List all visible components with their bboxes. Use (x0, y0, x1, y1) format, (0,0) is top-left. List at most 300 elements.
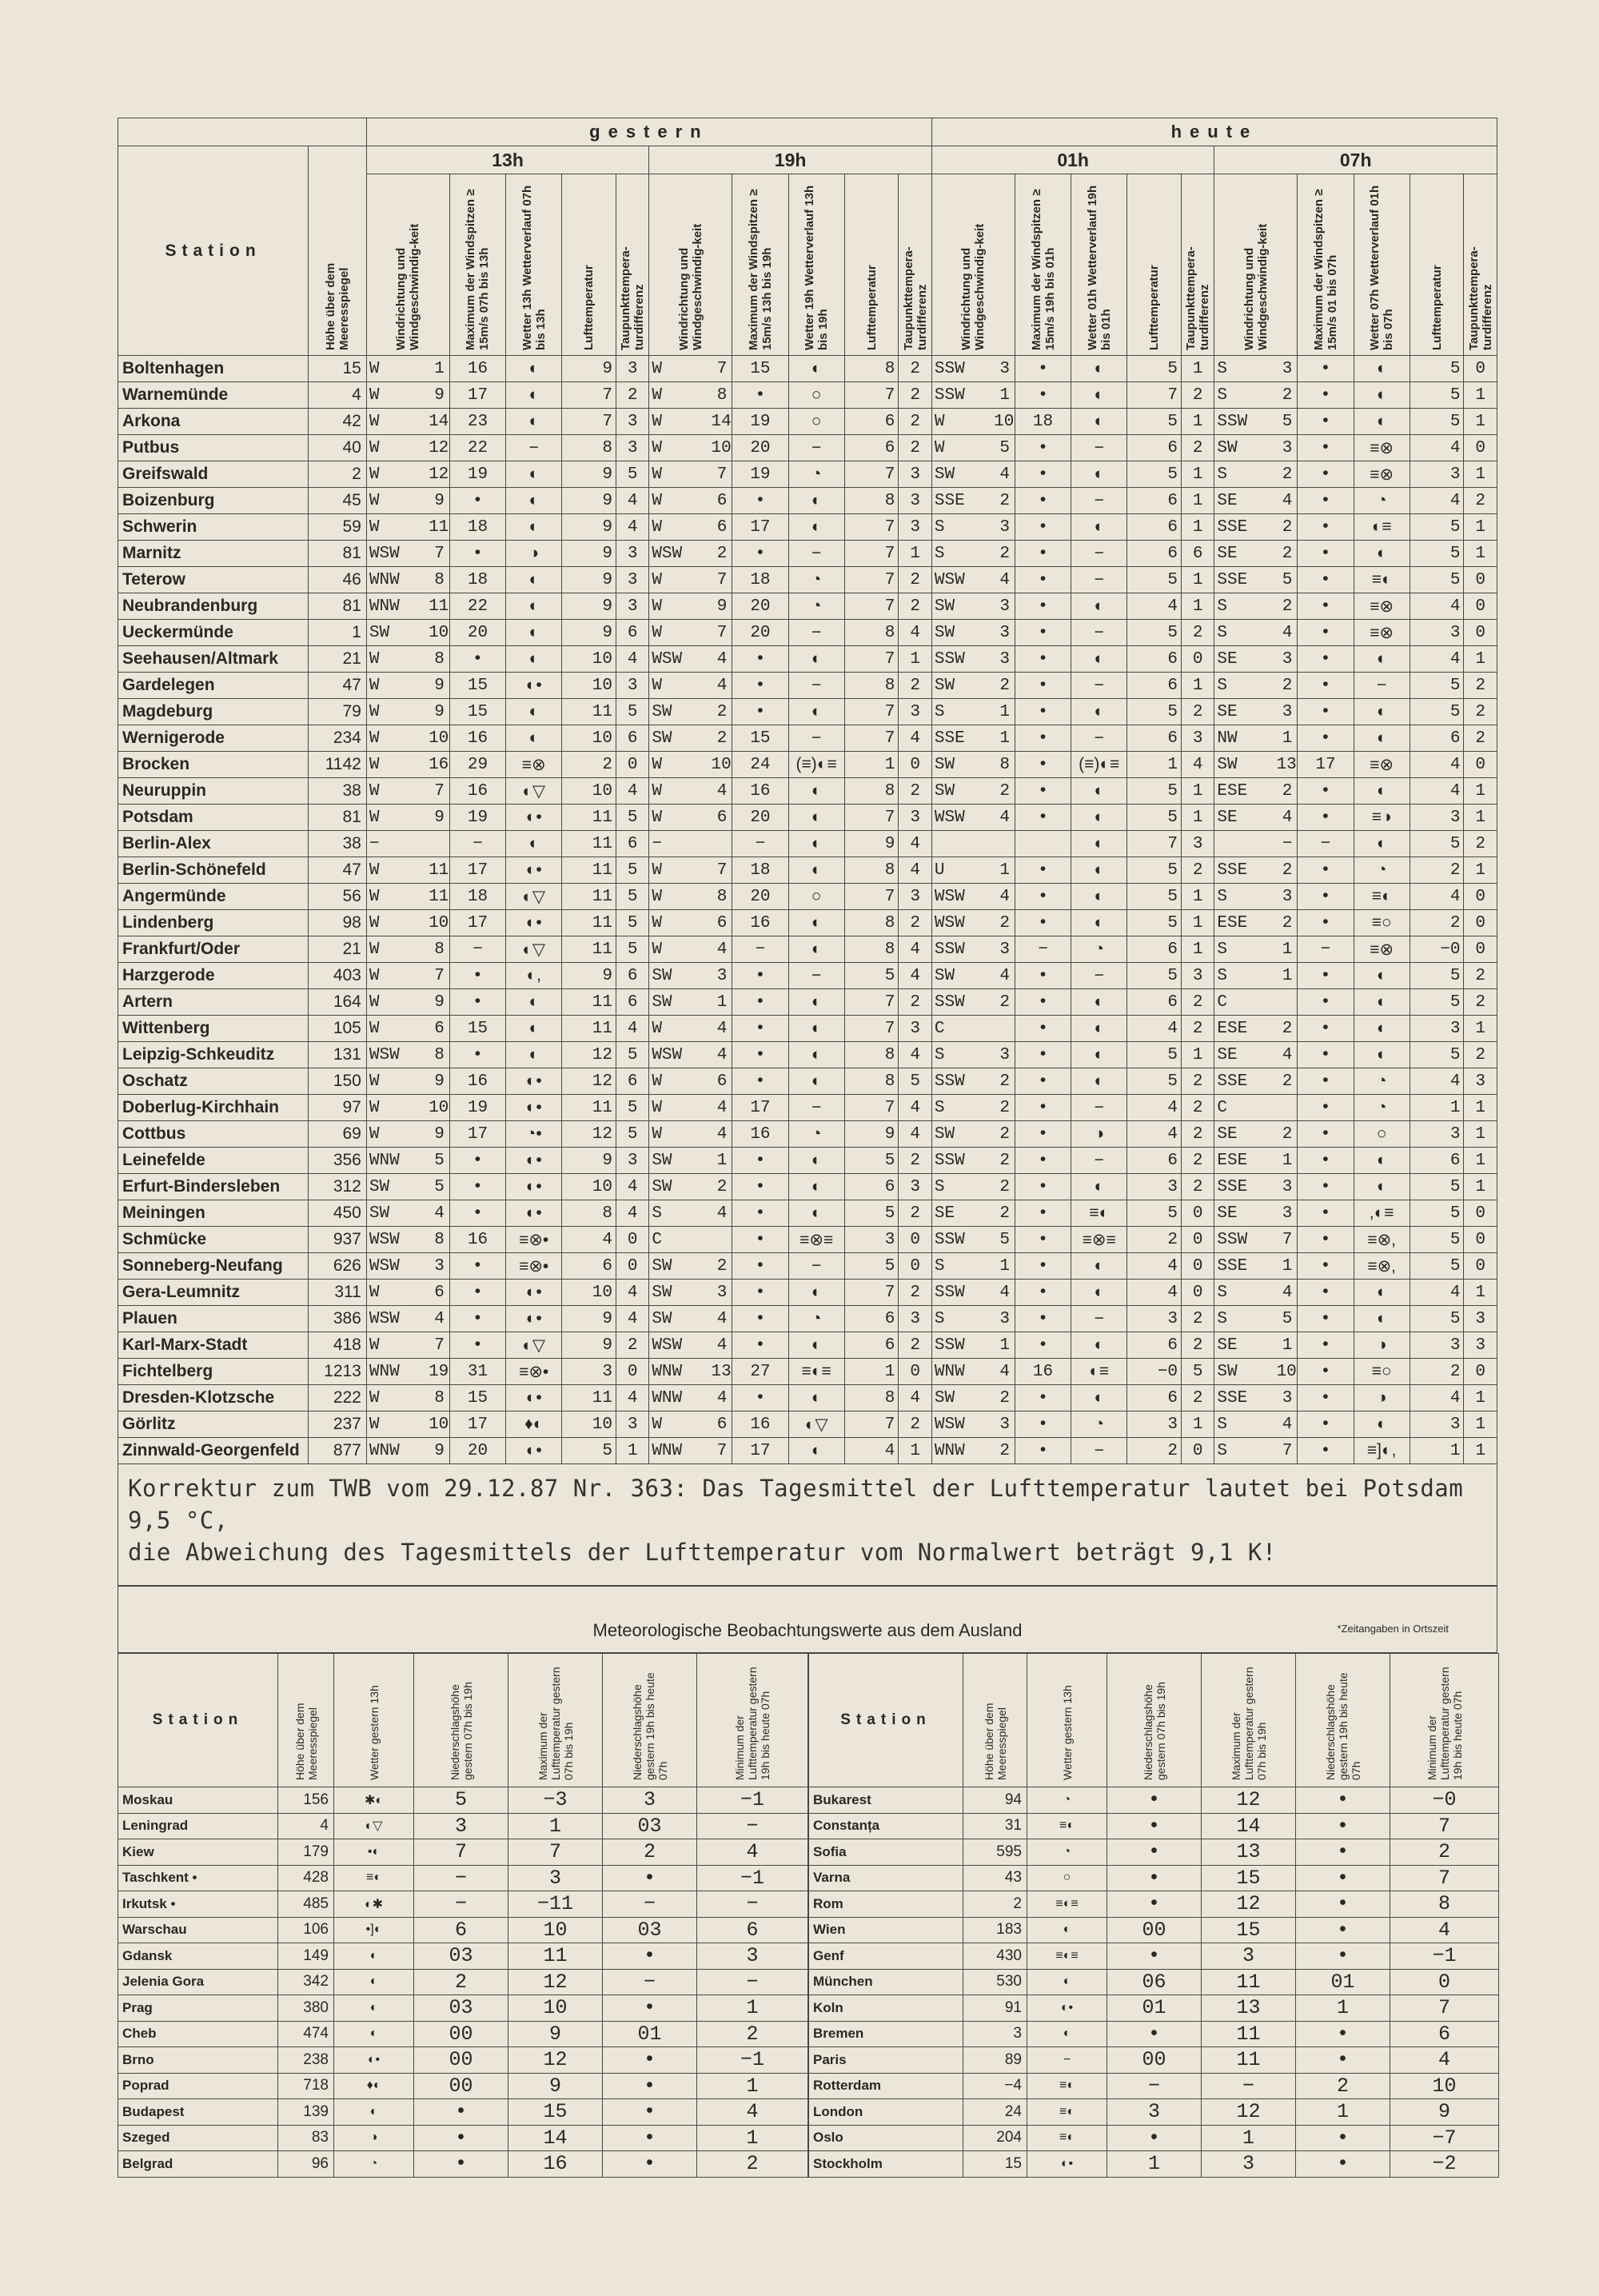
cell: 2 (994, 1121, 1015, 1148)
table-row (809, 1969, 1499, 1995)
cell: 21 (309, 936, 367, 963)
station-name: Bukarest (809, 1787, 963, 1814)
cell: 14 (429, 409, 449, 435)
table-row (809, 2151, 1499, 2178)
cell: 3 (1410, 805, 1464, 831)
cell: ◐≡ (1354, 514, 1410, 541)
foreign-title-bar (118, 1586, 1497, 1653)
cell (429, 831, 449, 857)
cell: 15 (732, 725, 788, 752)
cell: 0 (1464, 1200, 1497, 1227)
cell: 2 (994, 1385, 1015, 1412)
cell: • (603, 1865, 697, 1891)
cell: 5 (1277, 1306, 1298, 1332)
cell: 5 (1410, 963, 1464, 989)
cell: 7 (1127, 831, 1182, 857)
cell: WSW (649, 1042, 712, 1068)
cell: •◐ (334, 1839, 414, 1866)
cell: 6 (844, 1174, 899, 1200)
station-name: Meiningen (118, 1200, 309, 1227)
cell: ◐▽ (506, 778, 562, 805)
cell: 7 (508, 1839, 603, 1866)
cell: − (414, 1865, 508, 1891)
cell: 0 (1464, 1227, 1497, 1253)
station-name: Artern (118, 989, 309, 1016)
cell: 2 (1182, 857, 1214, 884)
cell: 14 (712, 409, 732, 435)
cell: 6 (1127, 989, 1182, 1016)
height-header: Höhe über dem Meeresspiegel (309, 146, 367, 356)
cell: ◔ (788, 593, 844, 620)
cell: ◐ (1354, 356, 1410, 382)
cell: 6 (1127, 936, 1182, 963)
cell: ◐ (1027, 1917, 1107, 1943)
cell: W (366, 910, 429, 936)
cell: 4 (899, 725, 932, 752)
cell: • (1015, 1068, 1071, 1095)
cell: ◐ (1354, 989, 1410, 1016)
cell: 5 (899, 1068, 932, 1095)
cell: 2 (899, 356, 932, 382)
cell: ◐ (788, 1174, 844, 1200)
cell: ≡◐≡ (1027, 1891, 1107, 1918)
cell: 7 (1390, 1865, 1499, 1891)
cell: 4 (994, 567, 1015, 593)
cell: 5 (1127, 699, 1182, 725)
cell: 3 (899, 488, 932, 514)
cell: 3 (1277, 1174, 1298, 1200)
cell: ◐▽ (334, 1813, 414, 1839)
cell: 8 (844, 620, 899, 646)
cell: 4 (712, 936, 732, 963)
cell: −0 (1127, 1359, 1182, 1385)
cell: ◑ (1354, 1385, 1410, 1412)
cell: 2 (1277, 514, 1298, 541)
cell: 530 (963, 1969, 1027, 1995)
c13-col-3-label: Lufttemperatur (582, 265, 596, 350)
cell: W (649, 857, 712, 884)
foreign-col-5-header (1390, 1654, 1499, 1787)
cell: W (649, 461, 712, 488)
cell: 4 (712, 778, 732, 805)
cell: WSW (366, 1227, 429, 1253)
cell: 403 (309, 963, 367, 989)
cell: ◐▽ (788, 1412, 844, 1438)
station-name: München (809, 1969, 963, 1995)
cell: ◐ (1354, 699, 1410, 725)
cell: W (366, 1068, 429, 1095)
cell: • (1296, 2021, 1390, 2047)
cell: 10 (712, 435, 732, 461)
cell: 10 (562, 778, 616, 805)
cell: • (732, 541, 788, 567)
table-row (118, 541, 1497, 567)
cell: ◐ (1071, 1253, 1127, 1280)
cell: 6 (1127, 646, 1182, 673)
c01-col-3-header (1127, 174, 1182, 356)
cell: C (931, 1016, 994, 1042)
cell: 10 (429, 910, 449, 936)
cell: WSW (649, 541, 712, 567)
cell: ◐ (506, 382, 562, 409)
cell: 6 (616, 989, 648, 1016)
cell: ◐ (1071, 884, 1127, 910)
cell: − (1298, 831, 1354, 857)
cell: S (1214, 1412, 1277, 1438)
cell: 7 (414, 1839, 508, 1866)
cell: • (1015, 620, 1071, 646)
cell: 386 (309, 1306, 367, 1332)
cell: ◔ (1354, 488, 1410, 514)
cell: 6 (1127, 488, 1182, 514)
c07-col-0-label: Windrichtung und Windgeschwindig-keit (1242, 223, 1270, 350)
cell: • (1107, 1943, 1202, 1970)
cell: ESE (1214, 910, 1277, 936)
foreign-col-3-label: Maximum der Lufttemperatur gestern 07h bis 19h (1229, 1667, 1268, 1780)
cell: 15 (449, 699, 505, 725)
station-name: Cottbus (118, 1121, 309, 1148)
cell: 8 (562, 1200, 616, 1227)
cell: ◐• (506, 1200, 562, 1227)
cell: 1 (844, 1359, 899, 1385)
cell: • (732, 699, 788, 725)
station-name: Boltenhagen (118, 356, 309, 382)
foreign-col-3-label: Maximum der Lufttemperatur gestern 07h bis 19h (536, 1667, 575, 1780)
cell: 18 (449, 884, 505, 910)
cell: 20 (732, 805, 788, 831)
cell: − (732, 831, 788, 857)
cell: 9 (429, 1068, 449, 1095)
cell: W (366, 1016, 429, 1042)
cell: W (649, 1121, 712, 1148)
cell: SW (649, 1253, 712, 1280)
cell: 0 (899, 1359, 932, 1385)
cell: ◐• (506, 1148, 562, 1174)
cell: ◐ (1027, 2021, 1107, 2047)
cell: 11 (562, 1016, 616, 1042)
cell: • (1107, 2125, 1202, 2151)
cell: W (649, 1412, 712, 1438)
cell: 56 (309, 884, 367, 910)
cell: 3 (994, 593, 1015, 620)
cell: 0 (1464, 435, 1497, 461)
cell: 89 (963, 2047, 1027, 2074)
cell: ◔ (788, 567, 844, 593)
cell: 2 (994, 673, 1015, 699)
cell: 9 (562, 1306, 616, 1332)
cell: 311 (309, 1280, 367, 1306)
cell: 5 (1410, 1042, 1464, 1068)
c19-col-2-header (788, 174, 844, 356)
cell: • (732, 1306, 788, 1332)
cell: • (1298, 461, 1354, 488)
c19-col-4-label: Taupunkttempera-turdifferenz (901, 246, 929, 350)
foreign-col-2-label: Niederschlagshöhe gestern 07h bis 19h (1141, 1682, 1167, 1780)
cell: SSW (931, 382, 994, 409)
domestic-observation-table (118, 118, 1497, 1464)
cell: 11 (1202, 2021, 1296, 2047)
cell: 3 (1277, 1385, 1298, 1412)
cell: 4 (994, 461, 1015, 488)
cell: 4 (616, 646, 648, 673)
station-name: Angermünde (118, 884, 309, 910)
cell: 3 (899, 1016, 932, 1042)
cell: ≡◐ (1027, 2125, 1107, 2151)
cell: 7 (712, 461, 732, 488)
cell: 16 (449, 1068, 505, 1095)
cell: 7 (844, 1016, 899, 1042)
cell: 430 (963, 1943, 1027, 1970)
cell: 19 (449, 461, 505, 488)
cell: 234 (309, 725, 367, 752)
cell: ≡◑ (1354, 805, 1410, 831)
cell: 6 (844, 1332, 899, 1359)
cell: ≡⊗, (1354, 1253, 1410, 1280)
cell: 8 (844, 1385, 899, 1412)
cell: • (1298, 1438, 1354, 1464)
cell (994, 831, 1015, 857)
cell: ◐ (788, 1332, 844, 1359)
c01-col-2-label: Wetter 01h Wetterverlauf 19h bis 01h (1085, 185, 1113, 350)
cell: 3 (616, 1148, 648, 1174)
c19-col-1-header (732, 174, 788, 356)
cell: 5 (1127, 1068, 1182, 1095)
table-row (118, 1385, 1497, 1412)
cell: 5 (429, 1174, 449, 1200)
cell: ◐ (506, 593, 562, 620)
c01-col-4-header (1182, 174, 1214, 356)
cell: 20 (732, 435, 788, 461)
cell: 0 (1464, 936, 1497, 963)
cell: W (366, 1121, 429, 1148)
cell: ◐ (506, 620, 562, 646)
c07-col-3-label: Lufttemperatur (1430, 265, 1444, 350)
cell: • (1015, 857, 1071, 884)
cell: ≡⊗≡ (788, 1227, 844, 1253)
station-name: Paris (809, 2047, 963, 2074)
cell: S (931, 1174, 994, 1200)
cell: 96 (278, 2151, 334, 2178)
cell: • (1015, 488, 1071, 514)
c19-col-2-label: Wetter 19h Wetterverlauf 13h bis 19h (803, 185, 831, 350)
cell: 2 (1182, 1068, 1214, 1095)
cell: 4 (1127, 1253, 1182, 1280)
cell: W (366, 725, 429, 752)
cell: 106 (278, 1917, 334, 1943)
cell: ◐ (506, 461, 562, 488)
cell: ◐ (788, 1385, 844, 1412)
cell: ◐ (506, 989, 562, 1016)
cell: 474 (278, 2021, 334, 2047)
cell: SE (931, 1200, 994, 1227)
cell: 9 (562, 1332, 616, 1359)
cell: ◐ (1071, 831, 1127, 857)
cell: SSE (1214, 567, 1277, 593)
station-name: Rom (809, 1891, 963, 1918)
cell: 3 (1127, 1412, 1182, 1438)
cell: 4 (562, 1227, 616, 1253)
station-name: Lindenberg (118, 910, 309, 936)
cell: 5 (1410, 514, 1464, 541)
cell: • (1298, 620, 1354, 646)
cell: ◐• (506, 1280, 562, 1306)
station-name: Budapest (118, 2099, 278, 2126)
cell: − (1277, 831, 1298, 857)
cell: ◐ (1354, 1306, 1410, 1332)
cell: W (649, 884, 712, 910)
station-name: Gera-Leumnitz (118, 1280, 309, 1306)
table-row (118, 1095, 1497, 1121)
cell: − (1202, 2073, 1296, 2099)
cell: W (649, 1016, 712, 1042)
cell: ◐• (506, 805, 562, 831)
cell: 16 (449, 356, 505, 382)
cell: W (366, 435, 429, 461)
cell: 7 (844, 646, 899, 673)
cell: 5 (414, 1787, 508, 1814)
cell: 46 (309, 567, 367, 593)
cell: 1 (1410, 1095, 1464, 1121)
cell: 81 (309, 593, 367, 620)
cell: 2 (899, 1200, 932, 1227)
cell: 0 (1464, 1253, 1497, 1280)
cell: 2 (899, 435, 932, 461)
station-name: Taschkent • (118, 1865, 278, 1891)
cell: 2 (963, 1891, 1027, 1918)
cell: 1 (1277, 725, 1298, 752)
cell: 7 (1277, 1227, 1298, 1253)
cell: 3 (1277, 699, 1298, 725)
cell: 8 (844, 778, 899, 805)
cell: 6 (1127, 1385, 1182, 1412)
c01-col-4-label: Taupunkttempera-turdifferenz (1184, 246, 1212, 350)
cell: 1 (1277, 1253, 1298, 1280)
cell: 6 (844, 1306, 899, 1332)
cell: SE (1214, 805, 1277, 831)
table-row (809, 2021, 1499, 2047)
station-name: Görlitz (118, 1412, 309, 1438)
cell: ◐ (506, 488, 562, 514)
station-name: Varna (809, 1865, 963, 1891)
cell: SE (1214, 1042, 1277, 1068)
cell: 4 (1390, 2047, 1499, 2074)
cell: • (1298, 1016, 1354, 1042)
table-row (118, 2073, 808, 2099)
table-row (118, 1227, 1497, 1253)
cell: 9 (712, 593, 732, 620)
cell: 1 (1277, 1148, 1298, 1174)
cell: SSE (1214, 1253, 1277, 1280)
cell: • (1015, 1148, 1071, 1174)
cell: • (1298, 1095, 1354, 1121)
cell: 1 (1182, 1412, 1214, 1438)
cell: ≡⊗ (1354, 435, 1410, 461)
cell: 11 (1202, 1969, 1296, 1995)
cell: 81 (309, 805, 367, 831)
cell: ≡◐ (1354, 884, 1410, 910)
cell: 19 (449, 805, 505, 831)
cell: 3 (603, 1787, 697, 1814)
cell: 3 (899, 699, 932, 725)
cell: − (788, 725, 844, 752)
cell: 1 (1182, 805, 1214, 831)
cell: 4 (712, 1332, 732, 1359)
cell: W (649, 778, 712, 805)
cell: • (1298, 1253, 1354, 1280)
cell: 16 (732, 1412, 788, 1438)
cell: 3 (899, 884, 932, 910)
cell: 1 (1182, 488, 1214, 514)
cell: 4 (899, 1385, 932, 1412)
cell: 3 (1464, 1332, 1497, 1359)
table-row (118, 435, 1497, 461)
station-name: Kiew (118, 1839, 278, 1866)
cell: 3 (1202, 1943, 1296, 1970)
cell: 5 (1127, 778, 1182, 805)
station-name: Brno (118, 2047, 278, 2074)
station-name: Magdeburg (118, 699, 309, 725)
cell: 17 (732, 1438, 788, 1464)
cell: 15 (449, 673, 505, 699)
c07-col-2-label: Wetter 07h Wetterverlauf 01h bis 07h (1368, 185, 1396, 350)
cell: • (732, 1174, 788, 1200)
table-row (118, 1943, 808, 1970)
station-name: Leinefelde (118, 1148, 309, 1174)
cell: 3 (616, 567, 648, 593)
station-name: Arkona (118, 409, 309, 435)
cell: ◐ (788, 699, 844, 725)
cell: 1 (1464, 1095, 1497, 1121)
cell (1277, 989, 1298, 1016)
table-row (118, 1969, 808, 1995)
cell: • (1298, 673, 1354, 699)
cell: 3 (1464, 1068, 1497, 1095)
cell: 18 (732, 567, 788, 593)
cell: 5 (616, 461, 648, 488)
cell: ◐ (788, 1438, 844, 1464)
cell: ◐ (1071, 778, 1127, 805)
cell: 9 (844, 1121, 899, 1148)
cell: SE (1214, 1332, 1277, 1359)
cell: 2 (899, 1280, 932, 1306)
cell: ≡⊗ (1354, 461, 1410, 488)
cell: ◔ (1354, 1068, 1410, 1095)
cell: SSE (1214, 1385, 1277, 1412)
c13-col-0-label: Windrichtung und Windgeschwindig-keit (394, 223, 422, 350)
cell: ◐ (1071, 356, 1127, 382)
cell: W (649, 593, 712, 620)
station-name: Gdansk (118, 1943, 278, 1970)
cell: −1 (697, 2047, 808, 2074)
cell: ◐ (788, 831, 844, 857)
cell: C (649, 1227, 712, 1253)
cell: ◐ (1071, 409, 1127, 435)
cell: • (449, 1148, 505, 1174)
cell: 1 (429, 356, 449, 382)
cell: WNW (366, 1438, 429, 1464)
foreign-col-2-label: Niederschlagshöhe gestern 07h bis 19h (448, 1682, 474, 1780)
cell: • (1298, 1068, 1354, 1095)
cell: 3 (1464, 1306, 1497, 1332)
cell: ◐ (788, 646, 844, 673)
c01-col-0-header (931, 174, 1015, 356)
cell: 1 (994, 725, 1015, 752)
cell: 5 (616, 936, 648, 963)
cell: ◐ (1354, 1148, 1410, 1174)
cell: 4 (1127, 1280, 1182, 1306)
cell: 03 (414, 1943, 508, 1970)
cell: • (732, 1385, 788, 1412)
